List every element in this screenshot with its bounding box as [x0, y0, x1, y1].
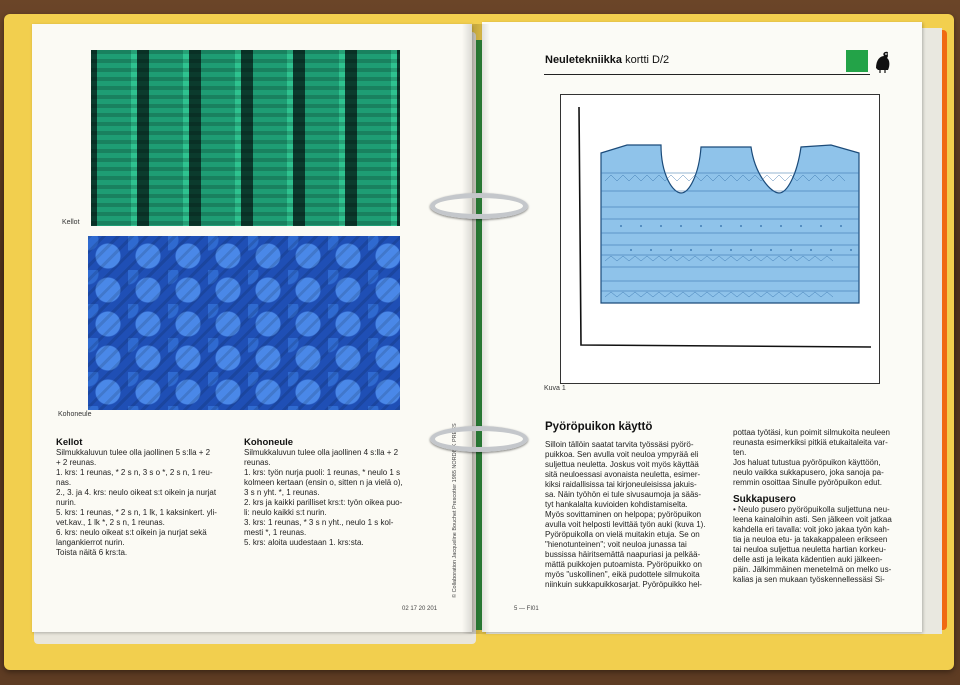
text-line: Silmukkaluvun tulee olla jaollinen 5 s:lla + 2	[56, 448, 211, 457]
text-line: myös "uskollinen", eikä pudottele silmukoita	[545, 570, 700, 579]
text-line: reunas.	[244, 458, 271, 467]
text-line: delle asti ja leikata kädentien auki jälkeen-	[733, 555, 883, 564]
text-line: 6. krs: neulo oikeat s:t oikein ja nurjat sekä	[56, 528, 207, 537]
text-line: päin. Jälkimmäinen menetelmä on melko us-	[733, 565, 892, 574]
photo2-caption: Kohoneule	[58, 411, 92, 418]
text-line: niinkuin sukkapuikkosarjat. Pyöröpuikko hel-	[545, 580, 702, 589]
text-line: 3 s n yht. *, 1 reunas.	[244, 488, 320, 497]
text-line: tia ja neuloa etu- ja takakappaleen erikseen	[733, 535, 888, 544]
kellot-heading: Kellot	[56, 437, 83, 448]
text-line: vet.kav., 1 lk *, 2 s n, 1 reunas.	[56, 518, 165, 527]
text-line: • Neulo pusero pyöröpuikolla suljettuna neu-	[733, 505, 890, 514]
text-line: nurin.	[56, 498, 77, 507]
text-line: 2., 3. ja 4. krs: neulo oikeat s:t oikein ja nurjat	[56, 488, 217, 497]
text-line: kalias ja sen mukaan työskennellessäsi Si-	[733, 575, 885, 584]
text-line: kiksi raidallisissa tai kirjoneuleisissa jakuis-	[545, 480, 697, 489]
text-line: kahdella eri tavalla: voit joko jakaa työn kah-	[733, 525, 890, 534]
card-header-title	[545, 54, 669, 66]
kohoneule-heading: Kohoneule	[244, 437, 294, 448]
text-line: mesti *, 1 reunas.	[244, 528, 307, 537]
text-line: "hienotunteinen"; voit neuloa junassa tai	[545, 540, 687, 549]
text-line: 3. krs: 1 reunas, * 3 s n yht., neulo 1 s kol-	[244, 518, 394, 527]
text-line: kolmeen kertaan (ensin o, sitten n ja vielä o),	[244, 478, 403, 487]
figure-caption: Kuva 1	[544, 385, 566, 392]
bird-logo-icon	[870, 48, 896, 74]
header-title-bold: Neuletekniikka	[545, 54, 623, 66]
text-line: 5. krs: 1 reunas, * 2 s n, 1 lk, 1 kaksinkert. yli-	[56, 508, 217, 517]
right-column-1	[545, 440, 730, 590]
text-line: 1. krs: 1 reunas, * 2 s n, 3 s o *, 2 s n, 1 reu-	[56, 468, 213, 477]
kohoneule-column	[244, 437, 444, 548]
text-line: reunasta esimerkiksi pitkiä etukaitaleita var-	[733, 438, 888, 447]
text-line: Silmukkaluvun tulee olla jaollinen 4 s:lla + 2	[244, 448, 399, 457]
text-line: nas.	[56, 478, 72, 487]
kellot-column	[56, 437, 240, 558]
header-title-rest: kortti D/2	[622, 54, 670, 66]
spine-shadow	[462, 24, 490, 634]
text-line: 1. krs: työn nurja puoli: 1 reunas, * neulo 1 s	[244, 468, 401, 477]
knit-texture	[88, 236, 400, 410]
text-line: pottaa työtäsi, kun poimit silmukoita neuleen	[733, 428, 890, 437]
knit-texture	[91, 50, 400, 226]
sweater-diagram	[561, 95, 879, 383]
left-footer-code: 02 17 20 201	[402, 606, 438, 612]
text-line: Silloin tällöin saatat tarvita työssäsi pyörö-	[545, 440, 694, 449]
text-line: 5. krs: aloita uudestaan 1. krs:sta.	[244, 538, 364, 547]
text-line: avulla voit helposti levittää työn auki (kuva 1).	[545, 520, 706, 529]
text-line: tai neuloa suljettua neuletta hartian korkeu-	[733, 545, 886, 554]
text-line: puikkoa. Sen avulla voit neuloa ympyrää eli	[545, 450, 699, 459]
text-line: ten.	[733, 448, 747, 457]
text-line: + 2 reunas.	[56, 458, 97, 467]
binder-ring-bottom	[430, 426, 528, 452]
text-line: tyt hankalalta kuvioiden kohdistamiselta.	[545, 500, 688, 509]
text-line: neulo vaikka sukkapusero, joka sanoja pa-	[733, 468, 884, 477]
text-line: Toista näitä 6 krs:ta.	[56, 548, 128, 557]
green-knit-photo	[91, 50, 400, 226]
figure-frame	[560, 94, 880, 384]
sukkapusero-heading: Sukkapusero	[733, 494, 796, 505]
text-line: Myös sovittaminen on helpopa; pyöröpuikon	[545, 510, 702, 519]
right-footer-code: 5 — FI01	[514, 606, 539, 612]
text-line: mättä puikkojen putoamista. Pyöröpuikko on	[545, 560, 702, 569]
binder-ring-top	[430, 193, 528, 219]
text-line: langankierrot nurin.	[56, 538, 125, 547]
text-line: bussissa häiritsemättä naapuriasi ja pelkää-	[545, 550, 701, 559]
text-line: li: neulo kaikki s:t nurin.	[244, 508, 327, 517]
text-line: remmin osoittaa Sinulle pyöröpuikon edut.	[733, 478, 882, 487]
kellot-instructions	[56, 448, 240, 558]
text-line: Jos haluat tutustua pyöröpuikon käyttöön,	[733, 458, 881, 467]
header-rule	[544, 74, 870, 75]
photo1-caption: Kellot	[62, 219, 80, 226]
text-line: suljettua neuletta. Joskus voit myös käyttää	[545, 460, 699, 469]
section-heading: Pyöröpuikon käyttö	[545, 421, 653, 433]
right-column-2	[733, 428, 913, 585]
text-line: sa. Näin työhön ei tule sivusaumoja ja sääs-	[545, 490, 702, 499]
text-line: leena kainaloihin asti. Sen jälkeen voit jatkaa	[733, 515, 892, 524]
text-line: sitä neuloessasi avonaista neuletta, esimer-	[545, 470, 701, 479]
text-line: Pyöröpuikolla on vielä muitakin etuja. Se on	[545, 530, 700, 539]
text-line: 2. krs ja kaikki parilliset krs:t: työn oikea puo-	[244, 498, 403, 507]
kohoneule-instructions	[244, 448, 444, 548]
blue-knit-photo	[88, 236, 400, 410]
vertical-credit: © Collaboration Jacqueline Bouchet Prescotter 1985 NORDISK PRESS	[452, 423, 458, 598]
green-square-marker	[846, 50, 868, 72]
